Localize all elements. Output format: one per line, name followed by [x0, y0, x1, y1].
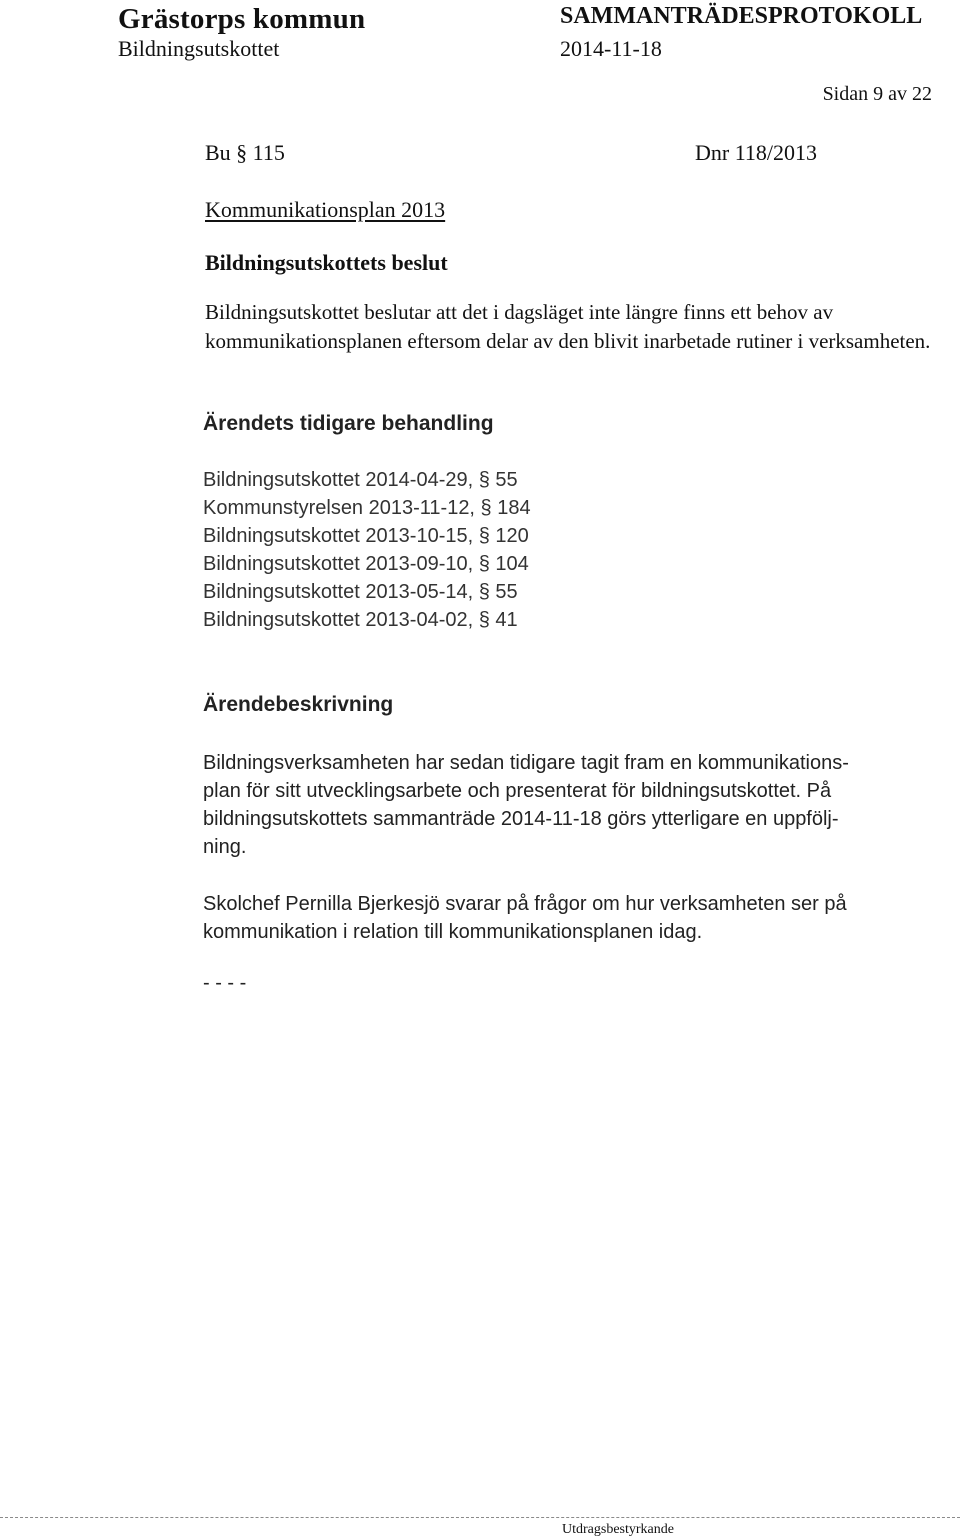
history-entry: Bildningsutskottet 2013-10-15, § 120 — [203, 525, 529, 547]
paragraph-line: bildningsutskottets sammanträde 2014-11-18 görs ytterligare en uppfölj- — [203, 808, 839, 830]
paragraph-line: Bildningsverksamheten har sedan tidigare tagit fram en kommunikations- — [203, 752, 849, 774]
end-marker: - - - - — [203, 972, 247, 994]
footer-label: Utdragsbestyrkande — [562, 1522, 674, 1537]
diary-number: Dnr 118/2013 — [695, 140, 818, 165]
document-type: SAMMANTRÄDESPROTOKOLL — [560, 3, 923, 29]
history-entry: Bildningsutskottet 2013-04-02, § 41 — [203, 609, 518, 631]
history-entry: Bildningsutskottet 2013-09-10, § 104 — [203, 553, 529, 575]
paragraph-line: plan för sitt utvecklingsarbete och presenterat för bildningsutskottet. På — [203, 780, 832, 802]
decision-text: Bildningsutskottet beslutar att det i dagsläget inte längre finns ett behov av kommunikationsplanen eftersom delar av den blivit inarbetade rutiner i verksamheten. — [205, 300, 931, 353]
history-entry: Bildningsutskottet 2013-05-14, § 55 — [203, 581, 518, 603]
paragraph-line: ning. — [203, 836, 247, 858]
history-entry: Kommunstyrelsen 2013-11-12, § 184 — [203, 497, 531, 519]
decision-heading: Bildningsutskottets beslut — [205, 250, 448, 275]
paragraph-reference: Bu § 115 — [205, 140, 285, 165]
committee-name: Bildningsutskottet — [118, 36, 280, 61]
description-paragraph-2 — [203, 890, 933, 946]
paragraph-line: Skolchef Pernilla Bjerkesjö svarar på frågor om hur verksamheten ser på — [203, 893, 847, 915]
history-heading: Ärendets tidigare behandling — [203, 412, 494, 435]
case-subject: Kommunikationsplan 2013 — [205, 197, 446, 222]
history-list — [203, 466, 531, 634]
meeting-date: 2014-11-18 — [560, 36, 662, 61]
description-paragraph-1 — [203, 749, 933, 861]
organization-name: Grästorps kommun — [118, 3, 366, 35]
description-heading: Ärendebeskrivning — [203, 693, 394, 716]
footer-divider — [0, 1517, 960, 1518]
page-number: Sidan 9 av 22 — [822, 83, 932, 105]
history-entry: Bildningsutskottet 2014-04-29, § 55 — [203, 469, 518, 491]
paragraph-line: kommunikation i relation till kommunikationsplanen idag. — [203, 921, 703, 943]
